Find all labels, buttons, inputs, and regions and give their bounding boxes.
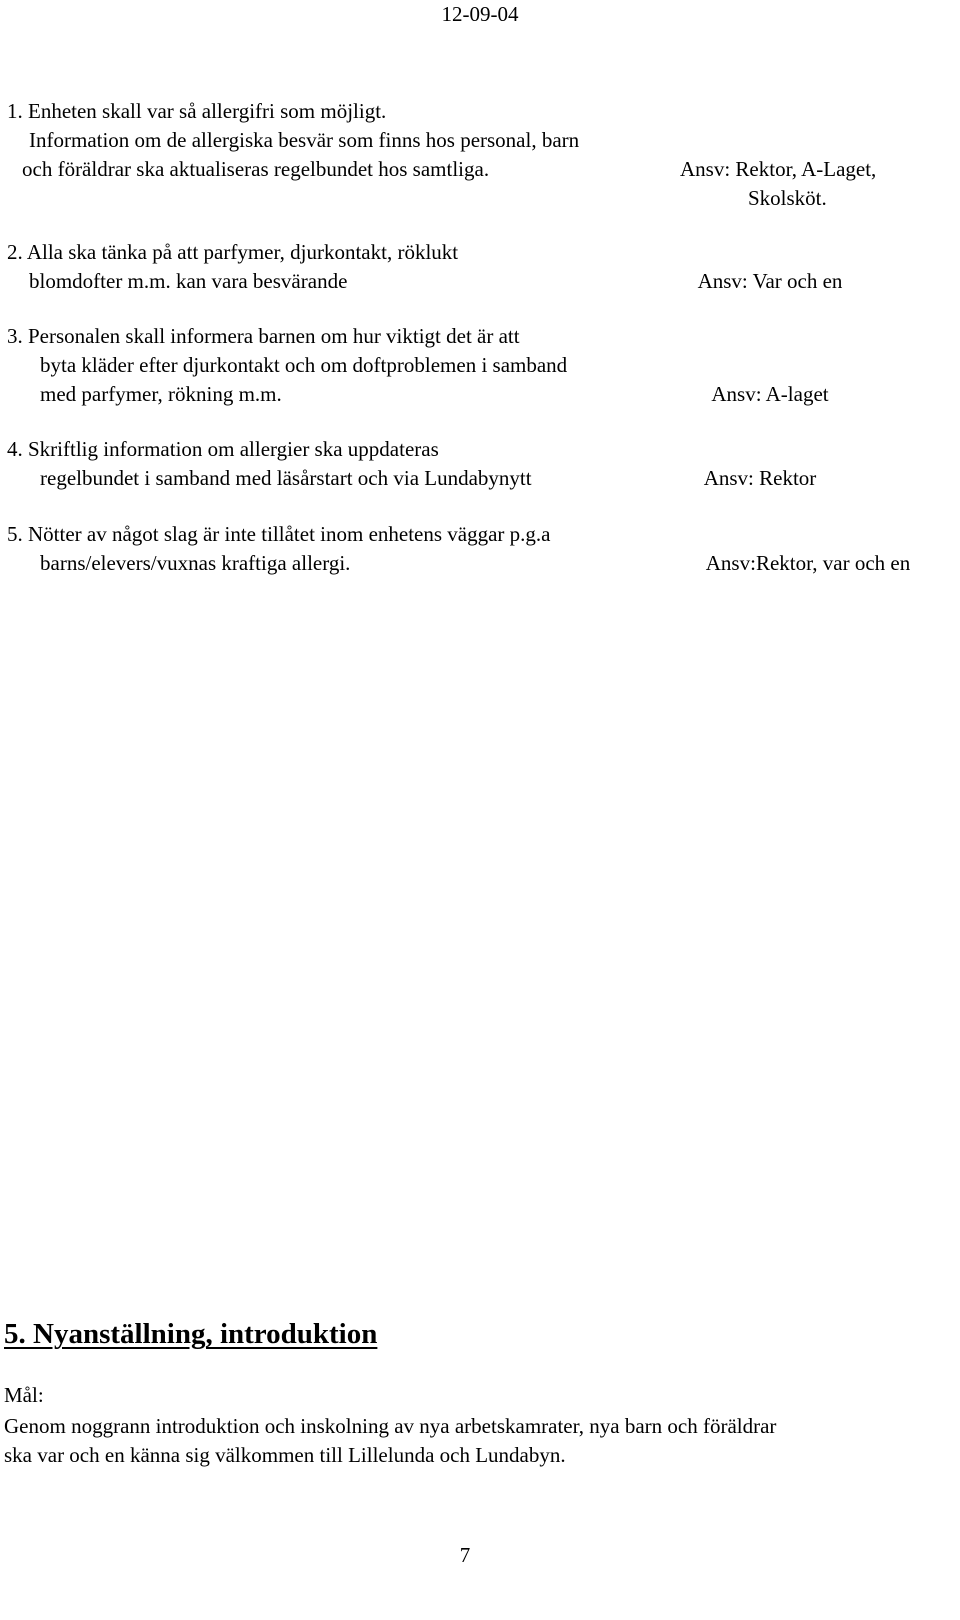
page-date: 12-09-04 [441, 2, 519, 26]
item-5-line-1: 5. Nötter av något slag är inte tillåtet inom enhetens väggar p.g.a [7, 522, 551, 546]
section-heading: 5. Nyanställning, introduktion [4, 1318, 378, 1350]
item-2-line-2: blomdofter m.m. kan vara besvärande [29, 269, 348, 293]
page-number: 7 [459, 1543, 471, 1567]
item-3-line-3: med parfymer, rökning m.m. [40, 382, 282, 406]
mal-text-line-1: Genom noggrann introduktion och inskolning av nya arbetskamrater, nya barn och föräldrar [4, 1414, 777, 1438]
item-4-line-2: regelbundet i samband med läsårstart och via Lundabynytt [40, 466, 532, 490]
item-1-ansv-line-1: Ansv: Rektor, A-Laget, [680, 157, 877, 181]
item-2-line-1: 2. Alla ska tänka på att parfymer, djurkontakt, röklukt [7, 240, 459, 264]
item-2-ansv: Ansv: Var och en [697, 269, 843, 293]
item-4-ansv: Ansv: Rektor [703, 466, 817, 490]
mal-label: Mål: [4, 1383, 44, 1407]
item-1-ansv-line-2: Skolsköt. [748, 186, 827, 210]
item-3-line-1: 3. Personalen skall informera barnen om hur viktigt det är att [7, 324, 520, 348]
item-3-line-2: byta kläder efter djurkontakt och om doftproblemen i samband [40, 353, 568, 377]
mal-text-line-2: ska var och en känna sig välkommen till Lillelunda och Lundabyn. [4, 1443, 566, 1467]
item-5-line-2: barns/elevers/vuxnas kraftiga allergi. [40, 551, 351, 575]
item-1-line-1: 1. Enheten skall var så allergifri som möjligt. [7, 99, 387, 123]
item-5-ansv: Ansv:Rektor, var och en [705, 551, 911, 575]
item-3-ansv: Ansv: A-laget [711, 382, 829, 406]
item-1-line-2: Information om de allergiska besvär som finns hos personal, barn [29, 128, 580, 152]
item-4-line-1: 4. Skriftlig information om allergier ska uppdateras [7, 437, 439, 461]
item-1-line-3: och föräldrar ska aktualiseras regelbundet hos samtliga. [22, 157, 490, 181]
